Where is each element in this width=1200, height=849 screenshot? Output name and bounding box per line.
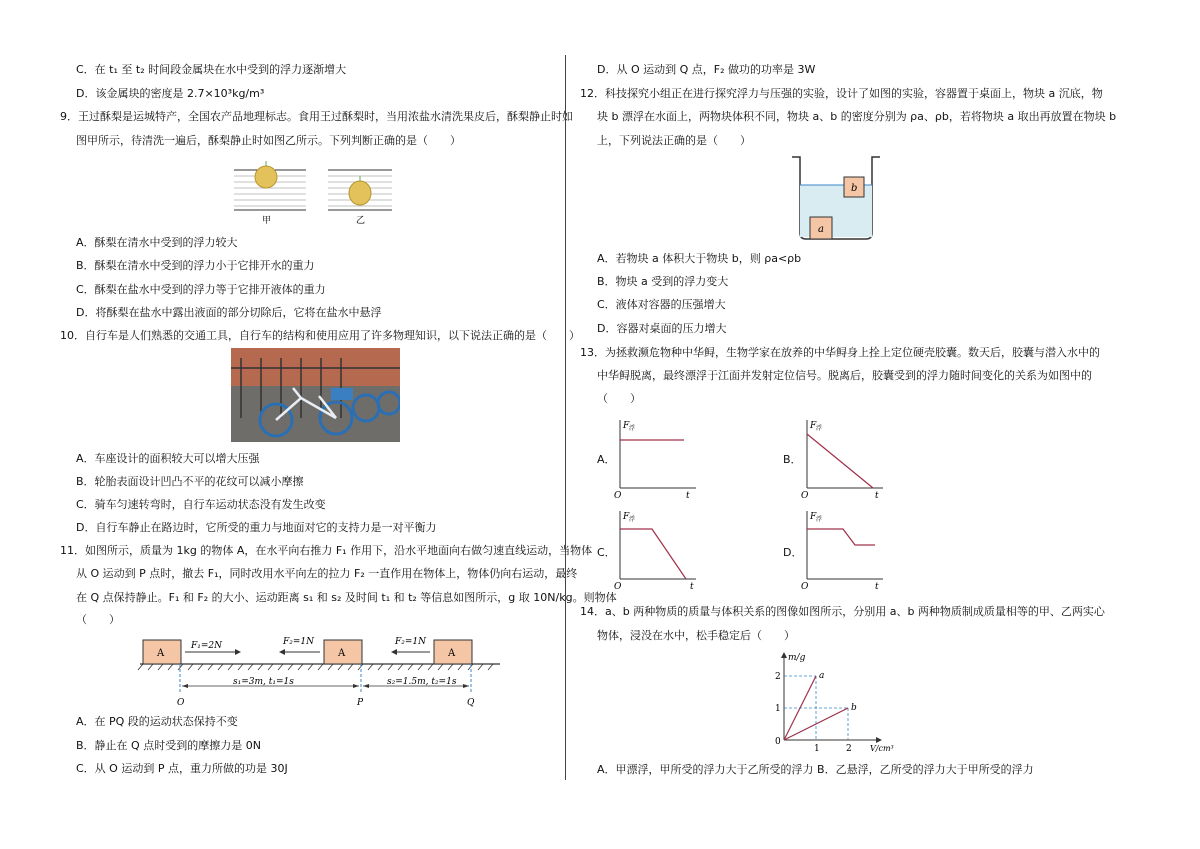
q9-pear-yi — [349, 181, 371, 205]
svg-text:1: 1 — [814, 744, 820, 754]
q13-stem-line1: 13．为拯救濒危物种中华鲟，生物学家在放养的中华鲟身上拴上定位硬壳胶囊。数天后，胶囊与潜入水中的 — [580, 346, 1100, 359]
svg-text:A: A — [448, 648, 456, 659]
svg-text:t: t — [875, 491, 879, 500]
q9-option-b: B．酥梨在清水中受到的浮力小于它排开水的重力 — [76, 259, 315, 272]
q14-stem-line2: 物体，浸没在水中，松手稳定后（ ） — [597, 629, 795, 642]
svg-text:O: O — [614, 582, 622, 591]
svg-text:1: 1 — [775, 704, 781, 714]
q13-option-c-label: C． — [597, 546, 616, 559]
q10-option-d: D．自行车静止在路边时，它所受的重力与地面对它的支持力是一对平衡力 — [76, 521, 437, 534]
svg-text:F: F — [810, 512, 817, 522]
svg-text:O: O — [801, 491, 809, 500]
q13-option-b-label: B． — [783, 453, 802, 466]
svg-text:b: b — [851, 183, 858, 194]
svg-text:a: a — [818, 224, 824, 235]
q11-stem-line3: 在 Q 点保持静止。F₁ 和 F₂ 的大小、运动距离 s₁ 和 s₂ 及时间 t₁ 和 t₂ 等信息如图所示，g 取 10N/kg。则物体 — [76, 591, 617, 604]
svg-text:A: A — [157, 648, 165, 659]
q14-options-ab: A．甲漂浮，甲所受的浮力大于乙所受的浮力 B．乙悬浮，乙所受的浮力大于甲所受的浮力 — [597, 763, 1034, 776]
svg-text:2: 2 — [846, 744, 852, 754]
q11-point-q: Q — [467, 698, 475, 708]
q12-stem-line2: 块 b 漂浮在水面上，两物块体积不同，物块 a、b 的密度分别为 ρa、ρb，若将物块 a 取出再放置在物块 b — [597, 110, 1117, 123]
q11-point-p: P — [357, 698, 364, 708]
q10-stem: 10．自行车是人们熟悉的交通工具，自行车的结构和使用应用了许多物理知识，以下说法正确的是（ ） — [60, 329, 580, 342]
svg-text:F: F — [623, 512, 630, 522]
q11-s2-label: s₂=1.5m, t₂=1s — [387, 677, 457, 687]
q9-stem-line1: 9．王过酥梨是运城特产，全国农产品地理标志。食用王过酥梨时，当用浓盐水清洗果皮后，酥梨静止时如 — [60, 110, 573, 123]
q12-option-d: D．容器对桌面的压力增大 — [597, 322, 727, 335]
svg-text:浮: 浮 — [816, 425, 823, 432]
q11-f2-label-p: F₂=1N — [283, 637, 314, 647]
q8-option-d: D．该金属块的密度是 2.7×10³kg/m³ — [76, 87, 265, 100]
q11-s1-label: s₁=3m, t₁=1s — [233, 677, 294, 687]
svg-text:O: O — [801, 582, 809, 591]
svg-text:F: F — [810, 421, 817, 431]
q14-x-axis-label: V/cm³ — [870, 744, 894, 753]
q12-stem-line1: 12．科技探究小组正在进行探究浮力与压强的实验，设计了如图的实验，容器置于桌面上，物块 a 沉底，物 — [580, 87, 1103, 100]
q9-label-jia: 甲 — [262, 216, 272, 226]
q9-label-yi: 乙 — [356, 216, 366, 226]
q9-stem-line2: 图甲所示，待清洗一遍后，酥梨静止时如图乙所示。下列判断正确的是（ ） — [76, 134, 461, 147]
q13-graph-b — [799, 416, 889, 500]
q13-stem-line3: （ ） — [597, 392, 641, 405]
q9-option-c: C．酥梨在盐水中受到的浮力等于它排开液体的重力 — [76, 283, 326, 296]
q8-option-c: C．在 t₁ 至 t₂ 时间段金属块在水中受到的浮力逐渐增大 — [76, 63, 347, 76]
q9-option-a: A．酥梨在清水中受到的浮力较大 — [76, 236, 238, 249]
svg-text:0: 0 — [775, 737, 781, 747]
q13-stem-line2: 中华鲟脱离，最终漂浮于江面并发射定位信号。脱离后，胶囊受到的浮力随时间变化的关系为如图中的 — [597, 369, 1092, 382]
q10-bicycle-photo — [231, 348, 400, 442]
svg-text:浮: 浮 — [816, 516, 823, 523]
q9-pear-jia — [255, 166, 277, 188]
q12-option-a: A．若物块 a 体积大于物块 b，则 ρa<ρb — [597, 252, 802, 265]
q13-graph-b-line — [807, 434, 873, 488]
q12-stem-line3: 上，下列说法正确的是（ ） — [597, 134, 751, 147]
q11-f2-label-q: F₂=1N — [395, 637, 426, 647]
svg-text:浮: 浮 — [629, 516, 636, 523]
svg-text:a: a — [819, 671, 825, 681]
q13-graph-c-line — [620, 529, 686, 579]
q9-figure — [230, 155, 400, 227]
q14-mass-volume-graph — [766, 648, 902, 756]
q10-option-a: A．车座设计的面积较大可以增大压强 — [76, 452, 260, 465]
svg-text:t: t — [690, 582, 694, 591]
q13-graph-c — [612, 507, 702, 591]
svg-text:浮: 浮 — [629, 425, 636, 432]
q11-option-b: B．静止在 Q 点时受到的摩擦力是 0N — [76, 739, 261, 752]
q14-stem-line1: 14．a、b 两种物质的质量与体积关系的图像如图所示，分别用 a、b 两种物质制成质量相等的甲、乙两实心 — [580, 605, 1105, 618]
svg-text:F: F — [623, 421, 630, 431]
svg-text:t: t — [875, 582, 879, 591]
svg-text:2: 2 — [775, 672, 781, 682]
q12-option-b: B．物块 a 受到的浮力变大 — [597, 275, 729, 288]
svg-text:t: t — [686, 491, 690, 500]
q11-f1-label: F₁=2N — [191, 641, 222, 651]
q11-stem-line4: （ ） — [76, 613, 120, 626]
q14-y-axis-label: m/g — [788, 653, 806, 663]
q11-option-a: A．在 PQ 段的运动状态保持不变 — [76, 715, 238, 728]
q11-stem-line1: 11．如图所示，质量为 1kg 的物体 A，在水平向右推力 F₁ 作用下，沿水平地面向右做匀速直线运动，当物体 — [60, 544, 593, 557]
q9-option-d: D．将酥梨在盐水中露出液面的部分切除后，它将在盐水中悬浮 — [76, 306, 382, 319]
q11-figure — [135, 628, 505, 710]
q11-point-o: O — [177, 698, 185, 708]
svg-text:b: b — [851, 703, 857, 713]
svg-text:O: O — [614, 491, 622, 500]
column-divider — [565, 55, 566, 780]
q13-option-a-label: A． — [597, 453, 616, 466]
q13-graph-d — [799, 507, 889, 591]
q11-option-c: C．从 O 运动到 P 点，重力所做的功是 30J — [76, 762, 288, 775]
q12-container-figure — [788, 153, 884, 243]
q11-option-d: D．从 O 运动到 Q 点，F₂ 做功的功率是 3W — [597, 63, 816, 76]
q13-option-d-label: D． — [783, 546, 803, 559]
q11-stem-line2: 从 O 运动到 P 点时，撤去 F₁，同时改用水平向左的拉力 F₂ 一直作用在物体上，物体仍向右运动，最终 — [76, 567, 578, 580]
q10-option-b: B．轮胎表面设计凹凸不平的花纹可以减小摩擦 — [76, 475, 304, 488]
q13-graph-a — [612, 416, 702, 500]
q13-graph-d-line — [807, 529, 875, 545]
q12-option-c: C．液体对容器的压强增大 — [597, 298, 726, 311]
svg-text:A: A — [338, 648, 346, 659]
q10-option-c: C．骑车匀速转弯时，自行车运动状态没有发生改变 — [76, 498, 326, 511]
